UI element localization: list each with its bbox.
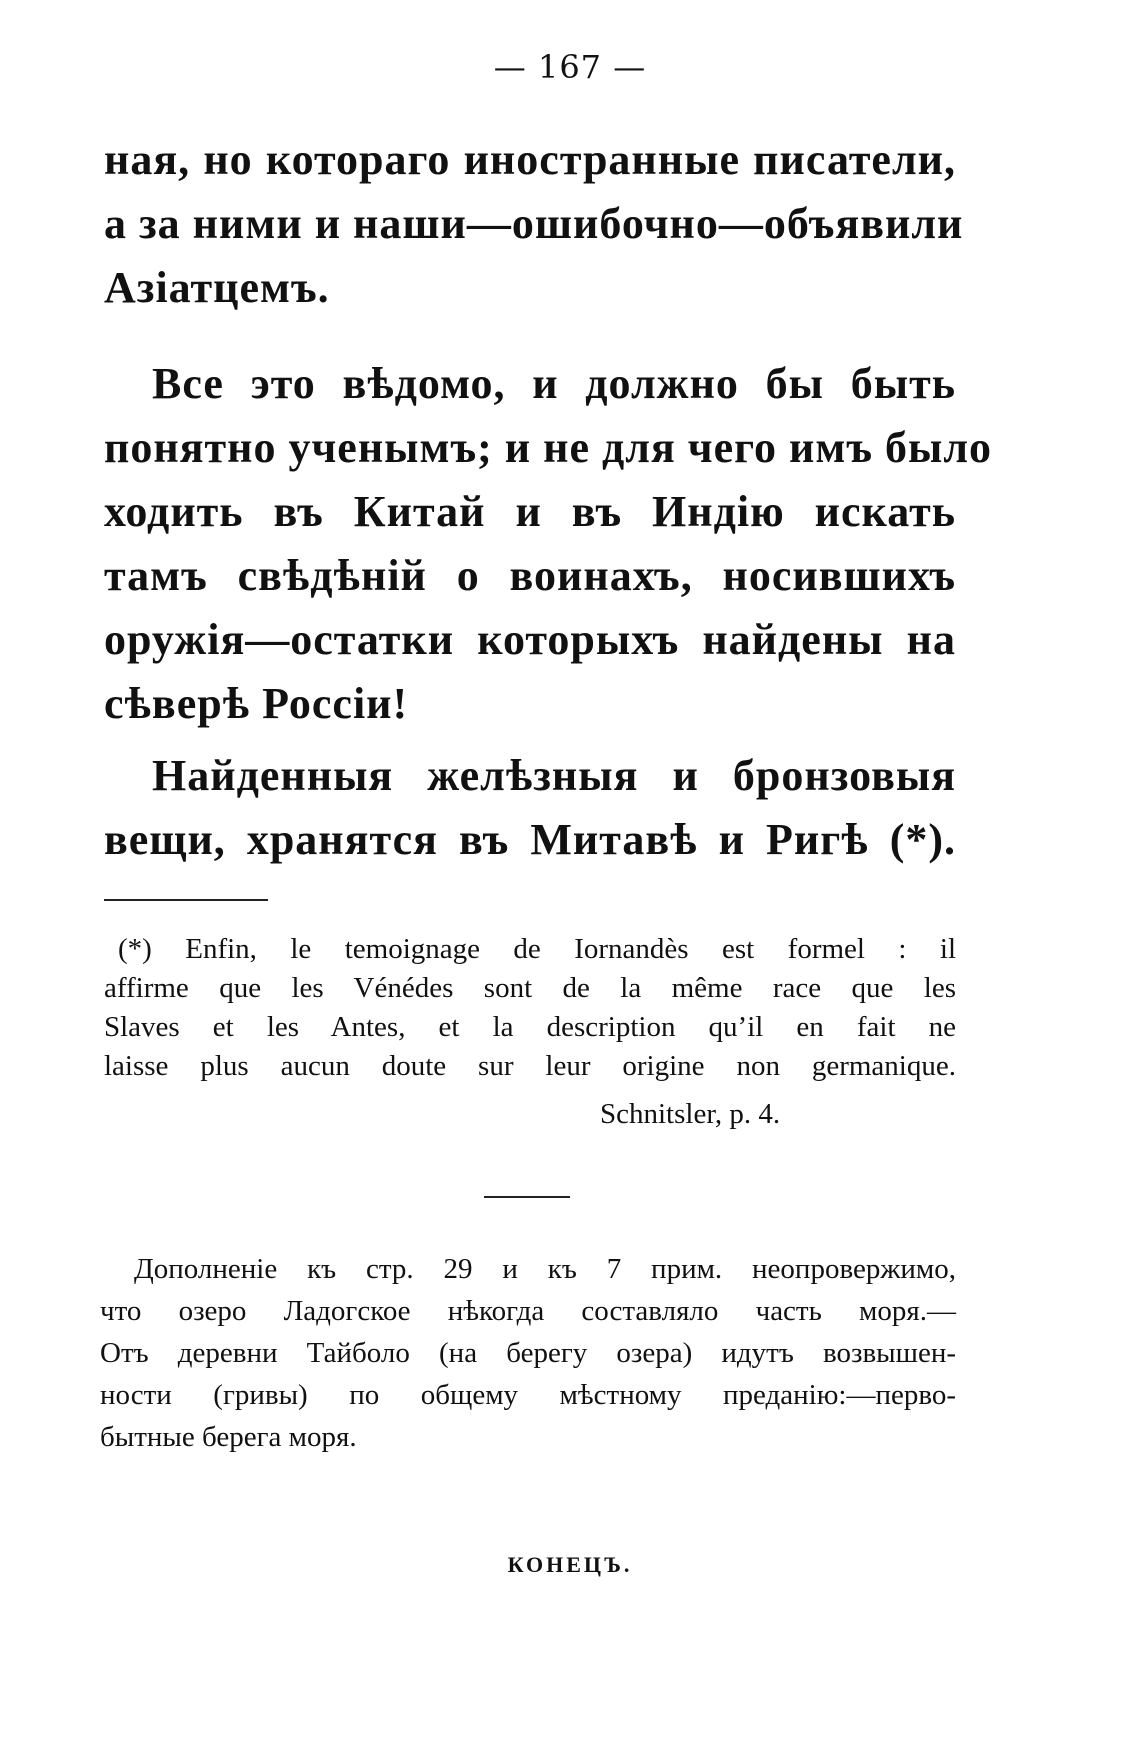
text-line: оружія—остатки которыхъ найдены на [104,615,956,664]
text-line: Найденныя желѣзныя и бронзовыя [152,751,956,800]
addendum-line: ности (гривы) по общему мѣстному преданію:—перво- [100,1379,956,1411]
text-line: Азіатцемъ. [104,263,330,312]
paragraph-knowledge [104,352,993,736]
text-line: вещи, хранятся въ Митавѣ и Ригѣ (*). [104,815,956,864]
addendum-line: что озеро Ладогское нѣкогда составляло часть моря.— [100,1295,956,1327]
footnote-divider [104,899,268,901]
text-line: ная, но котораго иностранные писатели, [104,135,956,184]
addendum-line: бытные берега моря. [100,1421,357,1453]
text-line: понятно ученымъ; и не для чего имъ было [104,423,993,472]
addendum-line: Отъ деревни Тайболо (на берегу озера) идутъ возвышен- [100,1337,956,1369]
addendum [100,1248,956,1458]
text-line: ходить въ Китай и въ Индію искать [104,487,956,536]
footnote-line: Slaves et les Antes, et la description qu’il en fait ne [104,1011,956,1043]
section-divider [484,1196,570,1198]
end-mark: КОНЕЦЪ. [507,1552,633,1577]
text-line: тамъ свѣдѣній о воинахъ, носившихъ [104,551,956,600]
paragraph-continuation [104,128,964,320]
page-number: — 167 — [493,48,647,86]
footnote-line: laisse plus aucun doute sur leur origine non germanique. [104,1050,956,1082]
addendum-line: Дополненіе къ стр. 29 и къ 7 прим. неопровержимо, [134,1253,956,1285]
footnote-source: Schnitsler, p. 4. [600,1098,781,1130]
footnote [104,930,956,1086]
footnote-line: (*) Enfin, le temoignage de Iornandès est formel : il [118,933,956,965]
text-line: а за ними и наши—ошибочно—объявили [104,199,964,248]
text-line: Все это вѣдомо, и должно бы быть [152,359,956,408]
paragraph-finds [104,744,956,872]
text-line: сѣверѣ Россіи! [104,679,409,728]
footnote-line: affirme que les Vénédes sont de la même race que les [104,972,956,1004]
